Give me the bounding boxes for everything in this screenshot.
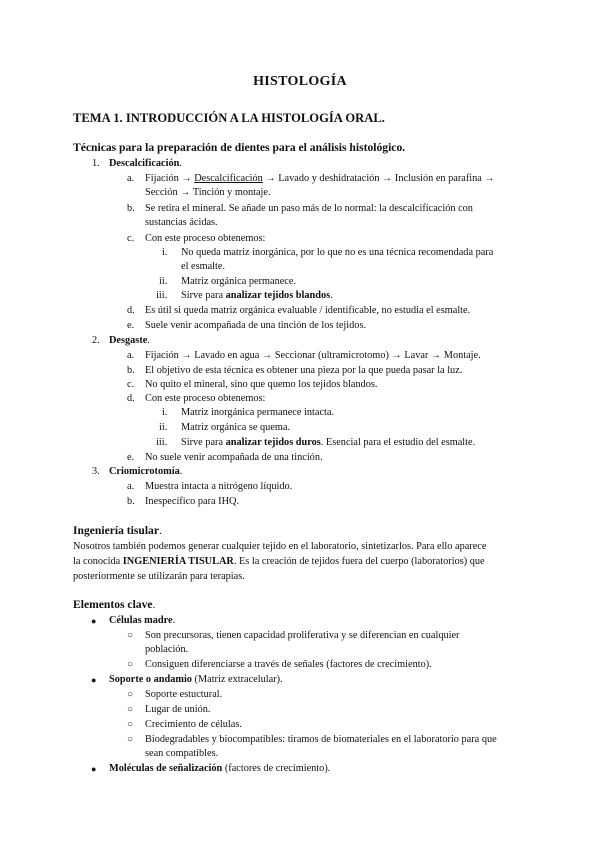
sub-bullet-item: Soporte estuctural.	[145, 689, 223, 700]
list-item: Se retira el mineral. Se añade un paso más de lo normal: la descalcificación con	[145, 203, 473, 214]
list-item: No quito el mineral, sino que quemo los tejidos blandos.	[145, 379, 378, 390]
circle-bullet-icon: ○	[127, 704, 134, 715]
sub-list-item: Sirve para analizar tejidos blandos.	[181, 290, 333, 301]
list-item: Muestra intacta a nitrógeno líquido.	[145, 481, 293, 492]
list-item: Fijación → Lavado en agua → Seccionar (ultramicrotomo) → Lavar → Montaje.	[145, 350, 481, 361]
section-title: Criomicrotomía.	[109, 466, 183, 477]
circle-bullet-icon: ○	[127, 719, 134, 730]
bullet-icon: ●	[91, 675, 97, 685]
sub-bullet-item: Biodegradables y biocompatibles: tiramos de biomateriales en el laboratorio para que	[145, 734, 497, 745]
sub-list-item: Sirve para analizar tejidos duros. Esencial para el estudio del esmalte.	[181, 437, 476, 448]
item-letter: b.	[127, 365, 135, 376]
circle-bullet-icon: ○	[127, 630, 134, 641]
roman-number: i.	[162, 247, 168, 258]
sub-bullet-item: Lugar de unión.	[145, 704, 211, 715]
roman-number: i.	[162, 407, 168, 418]
bullet-icon: ●	[91, 764, 97, 774]
sub-bullet-item: Crecimiento de células.	[145, 719, 242, 730]
roman-number: iii.	[156, 290, 168, 301]
list-item: El objetivo de esta técnica es obtener una pieza por la que pueda pasar la luz.	[145, 365, 463, 376]
list-item-continued: sustancias ácidas.	[145, 217, 218, 228]
circle-bullet-icon: ○	[127, 659, 134, 670]
item-letter: c.	[127, 233, 135, 244]
sub-list-item: Matriz inorgánica permanece intacta.	[181, 407, 335, 418]
ingenieria-heading: Ingeniería tisular.	[73, 524, 162, 537]
list-item: Con este proceso obtenemos:	[145, 233, 266, 244]
sub-bullet-item-continued: población.	[145, 644, 189, 655]
sub-list-item-continued: el esmalte.	[181, 261, 226, 272]
bullet-title: Células madre.	[109, 615, 176, 626]
sub-list-item: Matriz orgánica se quema.	[181, 422, 291, 433]
section-title: Desgaste.	[109, 335, 150, 346]
list-item: Es útil si queda matriz orgánica evaluable / identificable, no estudia el esmalte.	[145, 305, 471, 316]
item-letter: a.	[127, 173, 135, 184]
list-item: No suele venir acompañada de una tinción.	[145, 452, 323, 463]
bullet-title: Moléculas de señalización (factores de crecimiento).	[109, 763, 331, 774]
item-letter: c.	[127, 379, 135, 390]
bullet-icon: ●	[91, 616, 97, 626]
circle-bullet-icon: ○	[127, 734, 134, 745]
elementos-heading: Elementos clave.	[73, 598, 156, 611]
circle-bullet-icon: ○	[127, 689, 134, 700]
tecnicas-heading: Técnicas para la preparación de dientes para el análisis histológico.	[73, 141, 406, 154]
paragraph-line: posteriormente se utilizarán para terapias.	[73, 571, 245, 582]
list-item: Suele venir acompañada de una tinción de los tejidos.	[145, 320, 367, 331]
roman-number: ii.	[159, 422, 168, 433]
item-letter: d.	[127, 393, 135, 404]
paragraph-line: Nosotros también podemos generar cualquier tejido en el laboratorio, sintetizarlos. Para ello aparece	[73, 541, 487, 552]
list-item: Con este proceso obtenemos:	[145, 393, 266, 404]
page-title: HISTOLOGÍA	[253, 74, 347, 89]
section-number: 1.	[92, 158, 100, 169]
section-number: 3.	[92, 466, 100, 477]
item-letter: a.	[127, 350, 135, 361]
sub-bullet-item: Son precursoras, tienen capacidad proliferativa y se diferencian en cualquier	[145, 630, 460, 641]
sub-bullet-item-continued: sean compatibles.	[145, 748, 219, 759]
item-letter: b.	[127, 496, 135, 507]
item-letter: e.	[127, 452, 135, 463]
item-letter: a.	[127, 481, 135, 492]
bullet-title: Soporte o andamio (Matriz extracelular).	[109, 674, 283, 685]
sub-list-item: Matriz orgánica permanece.	[181, 276, 297, 287]
item-letter: d.	[127, 305, 135, 316]
section-number: 2.	[92, 335, 100, 346]
paragraph-line: la conocida INGENIERÍA TISULAR. Es la creación de tejidos fuera del cuerpo (laboratorios) que	[73, 556, 485, 567]
item-letter: b.	[127, 203, 135, 214]
roman-number: iii.	[156, 437, 168, 448]
section-title: Descalcificación.	[109, 158, 182, 169]
list-item: Inespecífico para IHQ.	[145, 496, 240, 507]
tema-heading: TEMA 1. INTRODUCCIÓN A LA HISTOLOGÍA ORAL.	[73, 111, 385, 125]
sub-bullet-item: Consiguen diferenciarse a través de señales (factores de crecimiento).	[145, 659, 432, 670]
list-item-continued: Sección → Tinción y montaje.	[145, 187, 271, 198]
sub-list-item: No queda matriz inorgánica, por lo que no es una técnica recomendada para	[181, 247, 494, 258]
item-letter: e.	[127, 320, 135, 331]
list-item: Fijación → Descalcificación → Lavado y deshidratación → Inclusión en parafina →	[145, 173, 495, 184]
roman-number: ii.	[159, 276, 168, 287]
